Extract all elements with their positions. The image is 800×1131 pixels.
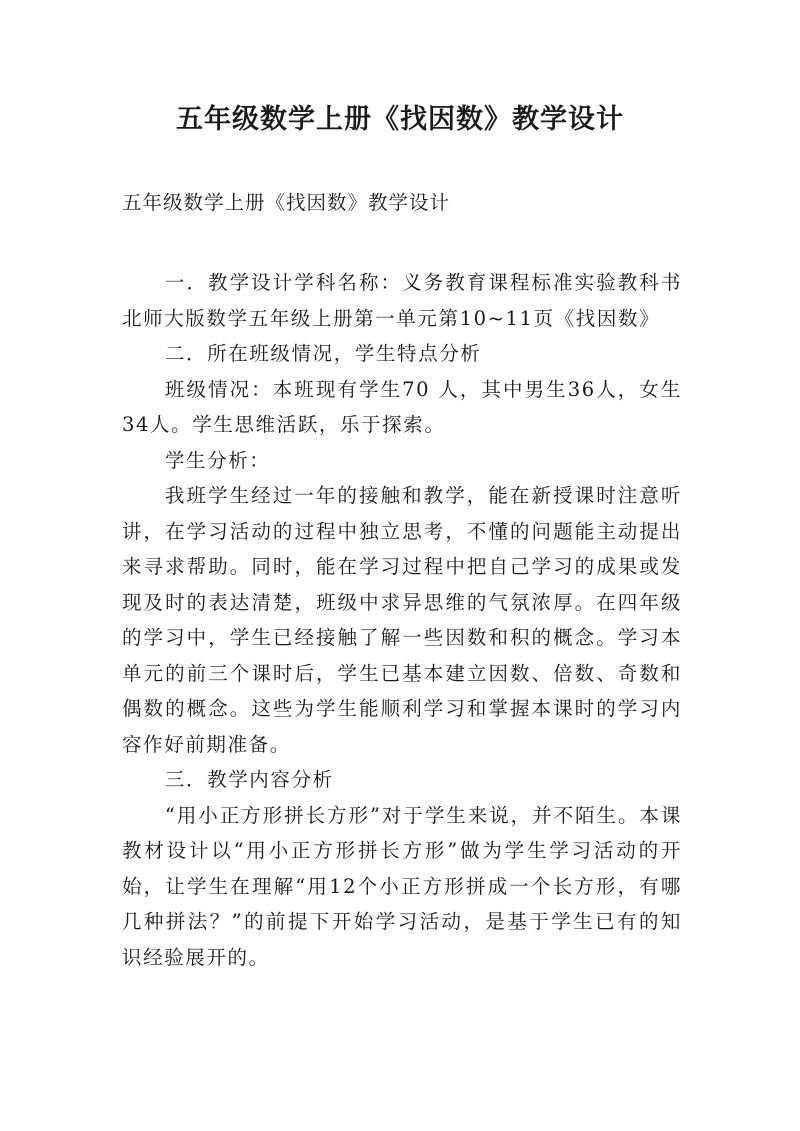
paragraph-class-situation: 班级情况：本班现有学生70 人，其中男生36人，女生34人。学生思维活跃，乐于探索。 (122, 377, 682, 436)
section-heading-content-analysis: 三．教学内容分析 (164, 768, 334, 791)
paragraph-subject-name: 一．教学设计学科名称：义务教育课程标准实验教科书北师大版数学五年级上册第一单元第10~11页《找因数》 (122, 271, 682, 330)
section-label-student-analysis: 学生分析： (164, 448, 271, 472)
document-subtitle: 五年级数学上册《找因数》教学设计 (122, 191, 451, 214)
paragraph-student-analysis: 我班学生经过一年的接触和教学，能在新授课时注意听讲，在学习活动的过程中独立思考，不懂的问题能主动提出来寻求帮助。同时，能在学习过程中把自己学习的成果或发现及时的表达清楚，班级中求异思维的气氛浓厚。在四年级的学习中，学生已经接触了解一些因数和积的概念。学习本单元的前三个课时后，学生已基本建立因数、倍数、奇数和偶数的概念。这些为学生能顺利学习和掌握本课时的学习内容作好前期准备。 (122, 484, 682, 756)
document-body (122, 265, 682, 975)
document-title: 五年级数学上册《找因数》教学设计 (176, 104, 624, 135)
section-heading-class-analysis: 二．所在班级情况，学生特点分析 (164, 342, 482, 365)
paragraph-content-analysis: “用小正方形拼长方形”对于学生来说，并不陌生。本课教材设计以“用小正方形拼长方形”做为学生学习活动的开始，让学生在理解“用12个小正方形拼成一个长方形，有哪几种拼法？”的前提下开始学习活动，是基于学生已有的知识经验展开的。 (122, 803, 682, 969)
